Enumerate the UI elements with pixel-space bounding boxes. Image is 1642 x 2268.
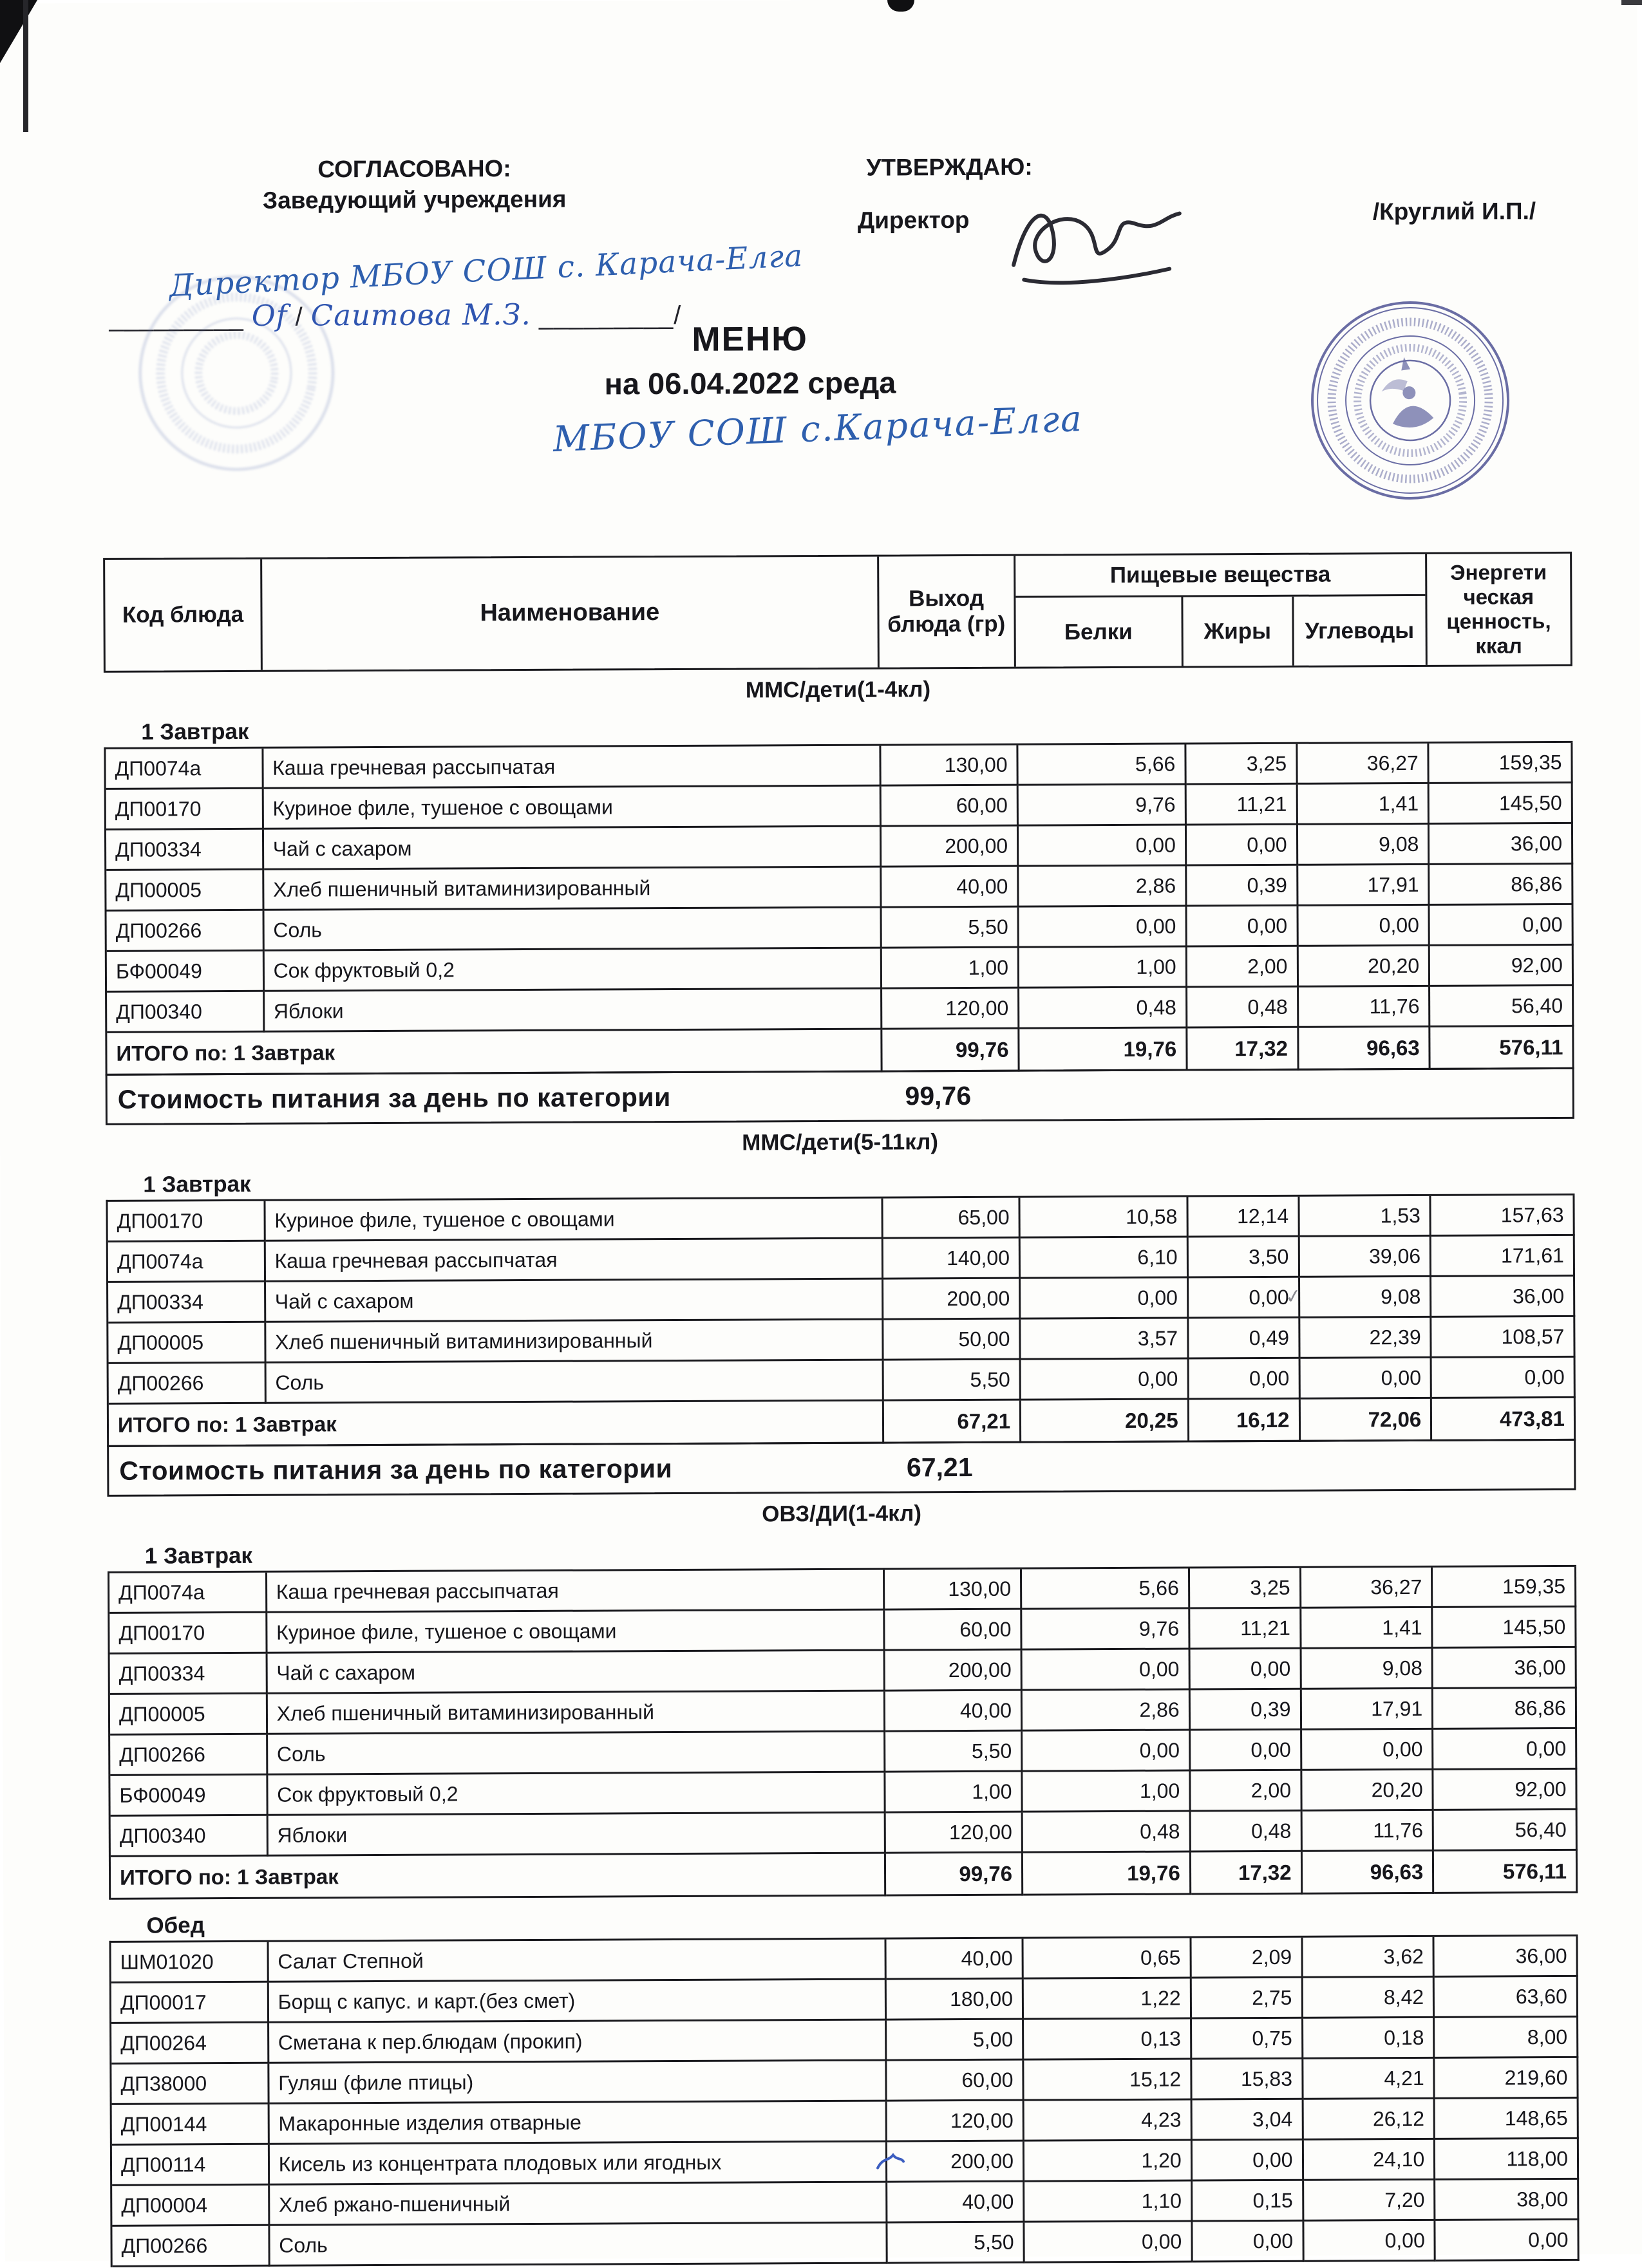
dish-kcal: 159,35	[1430, 743, 1573, 784]
dish-name: Яблоки	[268, 1813, 886, 1857]
faint-seal-icon	[117, 253, 357, 493]
dish-fat: 11,21	[1190, 1609, 1301, 1650]
table-row	[108, 1195, 1574, 1242]
dish-name: Каша гречневая рассыпчатая	[267, 1570, 885, 1613]
table-row	[107, 905, 1574, 952]
dish-carbs: 3,62	[1303, 1937, 1435, 1978]
meal-block	[108, 1535, 1583, 1900]
meal-block	[109, 1905, 1585, 2267]
table-row	[110, 1648, 1577, 1695]
dish-code: ДП00266	[112, 2226, 270, 2267]
agree-role: Заведующий учреждения	[262, 185, 567, 214]
meal-title: 1 Завтрак	[141, 718, 249, 745]
dish-name: Яблоки	[265, 989, 883, 1033]
slash-separator: /	[295, 303, 311, 332]
total-fat: 17,32	[1191, 1852, 1303, 1895]
dish-name: Соль	[264, 908, 882, 951]
table-row	[109, 1358, 1576, 1405]
dish-out: 5,50	[888, 2223, 1025, 2264]
dish-kcal: 148,65	[1435, 2099, 1579, 2140]
total-fat: 16,12	[1189, 1400, 1301, 1443]
dish-code: ДП00114	[112, 2145, 270, 2186]
dish-protein: 15,12	[1024, 2060, 1192, 2101]
section-meals	[104, 711, 1580, 1076]
cost-value: 67,21	[906, 1452, 973, 1482]
dish-carbs: 1,53	[1299, 1196, 1431, 1237]
table-row	[110, 1770, 1577, 1817]
table-row	[111, 1936, 1578, 1983]
table-row	[112, 2220, 1579, 2267]
dish-name: Чай с сахаром	[267, 1651, 885, 1694]
dish-code: ДП00266	[109, 1364, 267, 1405]
dish-code: ДП00144	[112, 2104, 270, 2146]
dish-code: ШМ01020	[111, 1942, 269, 1983]
dish-kcal: 219,60	[1435, 2058, 1579, 2099]
dish-fat: 0,00	[1189, 1278, 1300, 1319]
doc-title: МЕНЮ	[692, 320, 808, 359]
category-title: ММС/дети(1-4кл)	[745, 677, 931, 703]
dish-name: Хлеб ржано-пшеничный	[270, 2183, 888, 2226]
dish-code: ДП00334	[110, 1654, 268, 1695]
total-protein: 19,76	[1023, 1853, 1191, 1896]
dish-out: 120,00	[887, 2101, 1024, 2142]
director-signature-icon	[1001, 183, 1194, 303]
total-carbs: 96,63	[1299, 1027, 1431, 1071]
dish-name: Куриное филе, тушеное с овощами	[263, 787, 882, 830]
dish-protein: 0,00	[1023, 1731, 1191, 1772]
menu-section	[104, 674, 1580, 1125]
cost-label: Стоимость питания за день по категории	[117, 1082, 671, 1114]
dish-protein: 1,00	[1019, 948, 1187, 989]
table-row	[111, 2018, 1578, 2065]
dish-out: 5,50	[885, 1732, 1023, 1773]
dish-name: Чай с сахаром	[266, 1280, 884, 1323]
dish-kcal: 56,40	[1434, 1810, 1578, 1851]
dish-code: ДП00266	[110, 1735, 268, 1776]
handwritten-school-name: МБОУ СОШ с.Карача-Елга	[552, 397, 1084, 460]
dish-out: 40,00	[882, 867, 1019, 908]
meal-rows	[108, 1565, 1578, 1900]
section-meals	[106, 1164, 1581, 1447]
dish-name: Каша гречневая рассыпчатая	[263, 746, 882, 789]
dish-carbs: 1,41	[1298, 784, 1430, 825]
table-row	[106, 824, 1573, 871]
dish-protein: 5,66	[1018, 745, 1186, 786]
dish-kcal: 36,00	[1435, 1936, 1578, 1978]
dish-carbs: 0,18	[1303, 2018, 1435, 2059]
approve-name: /Круглий И.П./	[1372, 198, 1536, 225]
dish-name: Соль	[266, 1361, 884, 1404]
dish-name: Хлеб пшеничный витаминизированный	[266, 1320, 884, 1364]
meal-rows	[104, 741, 1574, 1076]
dish-carbs: 26,12	[1303, 2099, 1435, 2141]
dish-protein: 10,58	[1021, 1197, 1189, 1239]
dish-carbs: 24,10	[1303, 2140, 1435, 2181]
dish-carbs: 39,06	[1299, 1237, 1431, 1278]
table-row	[109, 1567, 1576, 1614]
dish-fat: 0,00	[1189, 1359, 1300, 1400]
dish-out: 40,00	[887, 2182, 1024, 2224]
dish-protein: 3,57	[1021, 1319, 1189, 1360]
dish-out: 180,00	[887, 1980, 1024, 2021]
dish-kcal: 36,00	[1431, 1277, 1575, 1318]
dish-kcal: 157,63	[1431, 1195, 1575, 1237]
total-out: 67,21	[884, 1401, 1021, 1444]
meal-title: 1 Завтрак	[144, 1542, 253, 1569]
menu-table	[103, 552, 1585, 2267]
dish-fat: 0,00	[1193, 2141, 1304, 2182]
dish-fat: 3,50	[1188, 1237, 1299, 1279]
total-kcal: 473,81	[1432, 1398, 1576, 1441]
dish-fat: 3,25	[1190, 1568, 1301, 1609]
dish-carbs: 9,08	[1298, 825, 1430, 866]
dish-carbs: 36,27	[1298, 744, 1430, 785]
dish-carbs: 0,00	[1298, 906, 1430, 947]
dish-protein: 1,00	[1023, 1772, 1191, 1813]
dish-name: Кисель из концентрата плодовых или ягодных	[270, 2142, 888, 2186]
table-row	[110, 1689, 1577, 1736]
dish-carbs: 0,00	[1304, 2221, 1436, 2262]
dish-protein: 0,00	[1023, 1650, 1191, 1691]
cost-label: Стоимость питания за день по категории	[119, 1453, 673, 1486]
signature-initial: Оf	[251, 298, 288, 333]
dish-fat: 15,83	[1192, 2059, 1303, 2101]
dish-fat: 0,00	[1191, 1730, 1302, 1772]
dish-name: Сок фруктовый 0,2	[264, 949, 882, 992]
dish-name: Куриное филе, тушеное с овощами	[267, 1611, 885, 1654]
dish-code: ДП00264	[111, 2023, 269, 2065]
col-header-energy: Энергети ческая ценность, ккал	[1446, 560, 1551, 658]
table-row	[107, 986, 1574, 1033]
dish-carbs: 7,20	[1304, 2180, 1436, 2222]
col-header-carbs: Углеводы	[1305, 617, 1415, 644]
dish-carbs: 36,27	[1301, 1568, 1433, 1609]
dish-fat: 2,09	[1191, 1938, 1303, 1979]
dish-code: БФ00049	[110, 1776, 268, 1817]
dish-code: ДП00266	[107, 911, 265, 952]
dish-out: 60,00	[887, 2061, 1024, 2102]
dish-kcal: 63,60	[1435, 1977, 1578, 2018]
meal-rows	[109, 1935, 1579, 2267]
col-header-fat: Жиры	[1183, 597, 1294, 666]
dish-fat: 0,49	[1189, 1318, 1300, 1360]
underline-right: _________/	[538, 301, 682, 330]
dish-fat: 11,21	[1186, 785, 1298, 826]
cost-value: 99,76	[905, 1080, 972, 1111]
total-kcal: 576,11	[1434, 1851, 1578, 1894]
dish-fat: 2,75	[1191, 1978, 1303, 2020]
dish-out: 120,00	[886, 1813, 1023, 1854]
total-protein: 20,25	[1021, 1400, 1189, 1443]
dish-protein: 0,48	[1019, 988, 1187, 1029]
meal-block	[106, 1164, 1581, 1447]
dish-carbs: 17,91	[1298, 865, 1430, 906]
dish-fat: 0,15	[1193, 2181, 1304, 2222]
dish-out: 5,00	[887, 2020, 1024, 2061]
dish-fat: 0,48	[1187, 988, 1299, 1029]
approve-title: УТВЕРЖДАЮ:	[866, 153, 1033, 181]
table-row	[112, 2180, 1579, 2227]
dish-name: Макаронные изделия отварные	[269, 2102, 887, 2145]
dish-carbs: 0,00	[1302, 1730, 1434, 1771]
dish-code: ДП0074а	[106, 749, 263, 790]
dish-out: 200,00	[882, 827, 1019, 868]
doc-date: на 06.04.2022 среда	[604, 365, 896, 401]
dish-carbs: 20,20	[1302, 1770, 1434, 1812]
col-header-out: Выход блюда (гр)	[879, 556, 1016, 668]
dish-name: Каша гречневая рассыпчатая	[265, 1239, 883, 1282]
menu-sections	[104, 674, 1585, 2267]
dish-kcal: 0,00	[1436, 2220, 1580, 2262]
total-kcal: 576,11	[1431, 1027, 1574, 1070]
dish-protein: 0,00	[1024, 2222, 1193, 2263]
dish-protein: 2,86	[1019, 867, 1187, 908]
total-out: 99,76	[883, 1029, 1020, 1073]
table-row	[111, 1977, 1578, 2024]
approve-role: Директор	[857, 206, 970, 234]
dish-fat: 0,75	[1192, 2019, 1303, 2060]
dish-out: 130,00	[885, 1570, 1022, 1611]
dish-code: ДП0074а	[109, 1573, 267, 1614]
handwritten-approver-line: Директор МБОУ СОШ с. Карача-Елга	[168, 238, 804, 305]
dish-kcal: 56,40	[1430, 986, 1574, 1027]
dish-out: 60,00	[882, 786, 1019, 827]
dish-name: Сок фруктовый 0,2	[268, 1773, 886, 1816]
dish-out: 200,00	[883, 1279, 1021, 1320]
dish-name: Сметана к пер.блюдам (прокип)	[269, 2021, 887, 2064]
dish-kcal: 0,00	[1430, 905, 1574, 946]
dish-code: ДП00170	[109, 1613, 267, 1654]
dish-carbs: 4,21	[1303, 2059, 1435, 2100]
dish-protein: 4,23	[1024, 2100, 1193, 2141]
dish-code: ДП00005	[108, 1323, 266, 1364]
dish-fat: 3,25	[1186, 744, 1298, 785]
dish-name: Борщ с капус. и карт.(без смет)	[269, 1980, 887, 2023]
dish-name: Салат Степной	[269, 1940, 887, 1983]
blue-pen-tick-icon	[875, 2152, 905, 2171]
dish-kcal: 8,00	[1435, 2018, 1578, 2059]
table-row	[111, 2058, 1578, 2105]
section-meals	[108, 1535, 1585, 2267]
total-label: ИТОГО по: 1 Завтрак	[109, 1401, 885, 1447]
dish-protein: 0,13	[1024, 2020, 1192, 2061]
col-header-protein: Белки	[1015, 597, 1183, 667]
underline-left: _________	[109, 303, 244, 332]
dish-kcal: 108,57	[1432, 1317, 1576, 1358]
dish-carbs: 8,42	[1303, 1978, 1435, 2019]
dish-out: 130,00	[882, 745, 1019, 787]
dish-out: 120,00	[882, 989, 1019, 1030]
dish-fat: 2,00	[1191, 1771, 1302, 1812]
dish-code: ДП00340	[111, 1816, 269, 1857]
dish-kcal: 171,61	[1431, 1236, 1575, 1277]
dish-fat: 0,39	[1187, 866, 1298, 907]
table-header	[103, 552, 1572, 673]
dish-code: ДП0074а	[108, 1242, 266, 1283]
dish-fat: 0,00	[1187, 906, 1298, 948]
dish-kcal: 145,50	[1433, 1607, 1577, 1649]
cost-row	[107, 1439, 1576, 1497]
dish-kcal: 86,86	[1433, 1689, 1577, 1730]
agree-block	[208, 153, 620, 216]
dish-carbs: 17,91	[1301, 1689, 1433, 1730]
dish-code: ДП00004	[112, 2186, 270, 2227]
dish-out: 5,50	[884, 1360, 1021, 1401]
official-seal-icon	[1294, 284, 1527, 518]
dish-kcal: 36,00	[1433, 1648, 1577, 1689]
menu-section	[108, 1498, 1585, 2267]
table-row	[106, 783, 1573, 830]
col-group-nutrients	[1015, 554, 1428, 667]
total-label: ИТОГО по: 1 Завтрак	[111, 1854, 887, 1900]
dish-carbs: 20,20	[1298, 946, 1430, 988]
dish-code: ДП00170	[106, 789, 264, 830]
dish-carbs: 11,76	[1299, 987, 1431, 1028]
dish-kcal: 159,35	[1433, 1567, 1576, 1608]
dish-out: 65,00	[883, 1198, 1021, 1239]
dish-kcal: 145,50	[1430, 783, 1573, 825]
total-protein: 19,76	[1019, 1029, 1187, 1072]
dish-kcal: 92,00	[1430, 946, 1574, 987]
table-row	[109, 1607, 1576, 1654]
dish-protein: 0,00	[1021, 1279, 1189, 1320]
dish-name: Хлеб пшеничный витаминизированный	[264, 868, 882, 911]
dish-name: Чай с сахаром	[264, 827, 882, 870]
table-row	[108, 1236, 1575, 1283]
dish-protein: 9,76	[1022, 1609, 1190, 1651]
dish-code: ДП38000	[111, 2064, 269, 2105]
dish-carbs: 22,39	[1300, 1318, 1432, 1359]
dish-protein: 0,00	[1019, 826, 1187, 867]
dish-carbs: 9,08	[1300, 1277, 1432, 1318]
col-header-name: Наименование	[262, 557, 879, 670]
table-row	[111, 1810, 1578, 1857]
document-header	[0, 0, 1639, 558]
total-fat: 17,32	[1187, 1028, 1299, 1071]
dish-carbs: 0,00	[1300, 1358, 1432, 1400]
table-row	[108, 1317, 1575, 1364]
dish-code: БФ00049	[107, 951, 265, 993]
cost-row	[106, 1067, 1574, 1125]
table-row	[107, 946, 1574, 993]
dish-out: 140,00	[883, 1239, 1021, 1280]
dish-kcal: 0,00	[1432, 1358, 1576, 1399]
total-row	[111, 1851, 1578, 1900]
dish-carbs: 9,08	[1301, 1649, 1433, 1690]
dish-fat: 2,00	[1187, 947, 1299, 988]
dish-protein: 5,66	[1022, 1569, 1190, 1610]
scan-artifact-edge-line	[23, 0, 28, 132]
dish-out: 50,00	[884, 1320, 1021, 1361]
dish-protein: 0,00	[1019, 907, 1187, 948]
dish-out: 1,00	[886, 1772, 1023, 1813]
dish-code: ДП00017	[111, 1983, 269, 2024]
table-row	[108, 1277, 1575, 1324]
dish-name: Соль	[268, 1732, 886, 1776]
dish-name: Хлеб пшеничный витаминизированный	[268, 1692, 886, 1735]
dish-code: ДП00334	[108, 1282, 266, 1324]
total-carbs: 72,06	[1300, 1399, 1432, 1442]
agree-title: СОГЛАСОВАНО:	[317, 155, 511, 183]
total-out: 99,76	[886, 1853, 1023, 1897]
col-header-nutrients: Пищевые вещества	[1015, 554, 1425, 598]
dish-protein: 1,22	[1024, 1979, 1192, 2020]
nutrients-subheaders	[1015, 596, 1425, 667]
dish-out: 40,00	[885, 1691, 1023, 1732]
dish-out: 200,00	[885, 1651, 1023, 1692]
dish-protein: 0,00	[1021, 1360, 1189, 1401]
dish-fat: 0,00	[1187, 825, 1298, 867]
dish-kcal: 38,00	[1435, 2180, 1579, 2221]
dish-code: ДП00170	[108, 1201, 265, 1242]
dish-carbs: 11,76	[1302, 1811, 1434, 1852]
dish-name: Гуляш (филе птицы)	[269, 2061, 887, 2104]
dish-carbs: 1,41	[1301, 1608, 1433, 1649]
dish-kcal: 92,00	[1434, 1770, 1578, 1811]
dish-protein: 0,48	[1023, 1812, 1191, 1853]
dish-kcal: 36,00	[1430, 824, 1573, 865]
dish-protein: 0,65	[1024, 1938, 1192, 1980]
dish-fat: 0,00	[1193, 2222, 1304, 2263]
pencil-check-mark: ✓	[1283, 1285, 1303, 1309]
dish-fat: 0,00	[1190, 1649, 1301, 1691]
dish-kcal: 118,00	[1435, 2139, 1579, 2180]
total-label: ИТОГО по: 1 Завтрак	[107, 1030, 883, 1076]
meal-block	[104, 711, 1580, 1076]
dish-out: 200,00	[887, 2142, 1024, 2183]
dish-fat: 0,39	[1191, 1690, 1302, 1731]
dish-out: 60,00	[885, 1610, 1023, 1651]
dish-name: Соль	[270, 2224, 888, 2267]
dish-protein: 1,10	[1024, 2181, 1193, 2222]
dish-code: ДП00005	[106, 870, 264, 912]
menu-section	[106, 1127, 1581, 1497]
meal-rows	[106, 1194, 1576, 1447]
title-block	[525, 319, 976, 402]
dish-out: 40,00	[887, 1939, 1024, 1980]
dish-protein: 9,76	[1019, 785, 1187, 827]
dish-protein: 1,20	[1024, 2141, 1193, 2182]
handwritten-name: Саитова М.З.	[310, 297, 531, 333]
dish-protein: 2,86	[1023, 1691, 1191, 1732]
dish-name: Куриное филе, тушеное с овощами	[265, 1199, 883, 1242]
table-row	[106, 743, 1572, 790]
table-row	[112, 2099, 1579, 2146]
dish-fat: 0,48	[1191, 1812, 1302, 1853]
category-title: ММС/дети(5-11кл)	[742, 1129, 939, 1156]
dish-out: 5,50	[882, 908, 1019, 949]
dish-kcal: 86,86	[1430, 865, 1574, 906]
total-carbs: 96,63	[1302, 1851, 1434, 1895]
dish-protein: 6,10	[1021, 1238, 1189, 1279]
meal-title: 1 Завтрак	[143, 1171, 251, 1197]
dish-code: ДП00005	[110, 1694, 268, 1736]
table-row	[106, 865, 1573, 912]
dish-kcal: 0,00	[1433, 1729, 1577, 1770]
dish-code: ДП00334	[106, 830, 264, 871]
dish-out: 1,00	[882, 948, 1019, 989]
table-row	[112, 2139, 1579, 2186]
table-row	[110, 1729, 1577, 1776]
scan-artifact-top-right	[1621, 0, 1642, 5]
dish-fat: 12,14	[1188, 1197, 1299, 1238]
meal-title: Обед	[146, 1913, 205, 1938]
dish-code: ДП00340	[107, 992, 265, 1033]
dish-fat: 3,04	[1192, 2100, 1303, 2141]
col-header-code: Код блюда	[105, 559, 263, 671]
category-title: ОВЗ/ДИ(1-4кл)	[762, 1501, 922, 1527]
